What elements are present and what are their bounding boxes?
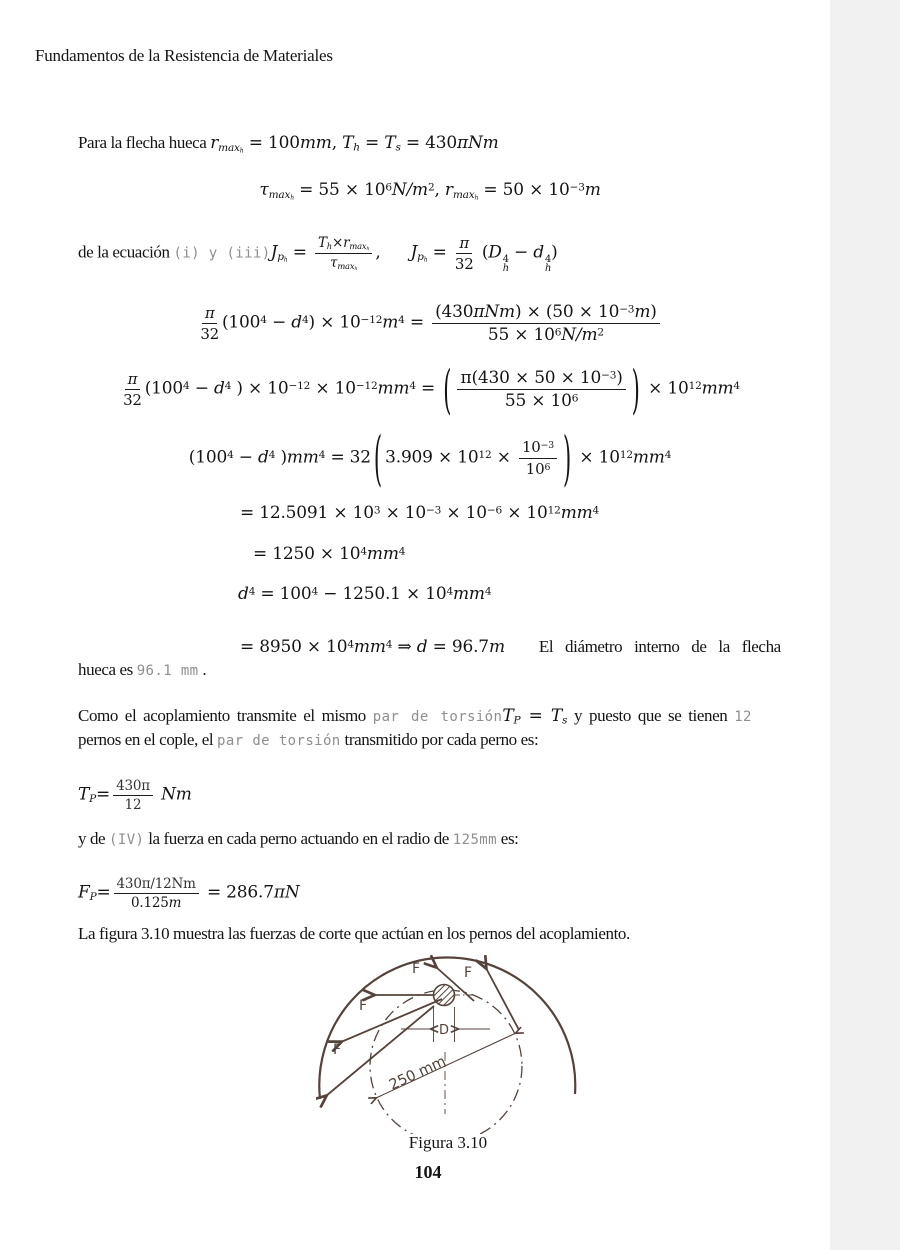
text-run: la fuerza en cada perno actuando en el radio de xyxy=(144,829,453,848)
subscript xyxy=(277,251,287,263)
ocr-text: par de torsión xyxy=(217,733,341,749)
big-paren-open: ( xyxy=(443,359,452,420)
subscript xyxy=(453,189,478,201)
stack-superscript: 4 xyxy=(502,253,509,265)
equation-line-8 xyxy=(253,544,405,564)
equation-line-7 xyxy=(240,503,599,523)
math-var: d xyxy=(291,312,302,333)
math-var: d xyxy=(238,584,249,604)
fraction-numerator: π xyxy=(125,370,141,390)
math-run: π(430 × 50 × 10 xyxy=(460,368,602,388)
math-var: mm xyxy=(452,584,485,604)
superscript: 4 xyxy=(592,504,600,517)
math-var: r xyxy=(444,180,453,200)
diameter-dimension-label: 250 mm xyxy=(386,1053,449,1094)
bolt-hatched xyxy=(434,985,455,1006)
subscript xyxy=(349,241,369,251)
stack-subscript: h xyxy=(502,263,509,275)
math-run: = xyxy=(359,133,385,153)
math-run: × 10 xyxy=(441,503,487,523)
paragraph-line xyxy=(78,829,519,849)
subscript: P xyxy=(89,890,97,903)
math-run: = xyxy=(404,312,430,333)
superscript: 4 xyxy=(484,585,492,598)
math-run: ( xyxy=(476,242,489,263)
math-run: , xyxy=(331,133,343,153)
math-var: d xyxy=(533,242,544,263)
fraction-numerator xyxy=(519,438,557,459)
fraction-numerator xyxy=(457,368,625,390)
bolt-diameter-label: D xyxy=(438,1023,450,1038)
fraction xyxy=(123,370,142,409)
math-run: , xyxy=(375,242,381,263)
math-run: 3.909 × 10 xyxy=(385,447,479,468)
text-run: Como el acoplamiento transmite el mismo xyxy=(78,706,373,725)
math-run: 55 × 10 xyxy=(504,391,572,411)
superscript: 4 xyxy=(260,313,267,326)
subscript-text: p xyxy=(417,250,424,263)
fraction xyxy=(432,302,660,345)
equation-line-2 xyxy=(70,180,790,201)
ocr-text: (IV) xyxy=(109,832,145,848)
superscript: 4 xyxy=(398,313,405,326)
math-run: = xyxy=(427,242,452,263)
subscript xyxy=(417,251,427,263)
math-var: Nm xyxy=(155,784,192,805)
paragraph-line xyxy=(78,660,206,680)
paragraph-line xyxy=(78,706,752,727)
superscript: 6 xyxy=(571,392,579,405)
nested-subscript: h xyxy=(283,256,288,264)
math-var: τ xyxy=(330,255,338,271)
paragraph-line xyxy=(78,924,630,944)
figure-caption: Figura 3.10 xyxy=(408,1133,488,1152)
math-run: ) xyxy=(650,302,657,322)
math-run: = xyxy=(96,882,111,903)
superscript: 3 xyxy=(373,504,381,517)
math-run: ) xyxy=(616,368,623,388)
math-run: = xyxy=(415,378,441,399)
superscript: −3 xyxy=(569,181,585,194)
math-run: × 10 xyxy=(642,378,689,399)
subscript-text: max xyxy=(337,261,355,271)
math-run: = xyxy=(96,784,111,805)
ocr-text: par de torsión xyxy=(372,709,503,725)
text-run: transmitido por cada perno es: xyxy=(340,730,539,749)
equation-line-3 xyxy=(78,234,558,274)
fraction xyxy=(200,304,219,343)
equation-line-9 xyxy=(238,584,491,604)
subscript-text: max xyxy=(218,141,240,154)
math-run: ) × 10 xyxy=(308,312,361,333)
subscript-text: max xyxy=(349,240,367,251)
math-run: = 430 xyxy=(400,133,457,153)
fraction xyxy=(457,368,625,411)
math-var: T xyxy=(317,234,327,251)
fraction-denominator: 32 xyxy=(454,255,474,273)
superscript: 4 xyxy=(409,379,416,392)
math-run: (100 xyxy=(188,447,228,468)
math-var: T xyxy=(342,133,354,153)
force-arrow-downleft-long xyxy=(326,1006,434,1096)
fraction xyxy=(114,876,199,911)
fraction-denominator: 12 xyxy=(124,797,142,813)
math-run: 55 × 10 xyxy=(487,325,555,345)
math-var: m xyxy=(634,302,651,322)
fraction-denominator xyxy=(526,459,550,479)
subscript: h xyxy=(326,240,332,251)
superscript: 4 xyxy=(733,379,740,392)
math-var: mm xyxy=(286,447,319,468)
equation-line-4 xyxy=(70,302,790,345)
math-var: D xyxy=(488,242,502,263)
math-run: = 100 xyxy=(255,584,312,604)
subscript: P xyxy=(89,792,97,805)
superscript: 4 xyxy=(664,448,672,461)
math-var: N/m xyxy=(561,325,598,345)
math-run: = 50 × 10 xyxy=(478,180,570,200)
math-var: m xyxy=(382,312,399,333)
text-run: y puesto que se tienen xyxy=(567,706,735,725)
fraction xyxy=(315,235,372,272)
superscript: 6 xyxy=(554,326,562,339)
fraction-numerator: π xyxy=(202,304,218,324)
superscript: 4 xyxy=(248,585,256,598)
fraction xyxy=(519,438,557,479)
superscript: 4 xyxy=(385,638,393,651)
math-var: πNm xyxy=(456,133,499,153)
fraction xyxy=(455,234,474,273)
math-var: T xyxy=(78,784,90,805)
superscript: 4 xyxy=(301,313,309,326)
math-run: = 1250 × 10 xyxy=(253,544,361,564)
math-run: ) × 10 xyxy=(231,378,289,399)
math-run: − xyxy=(189,378,214,399)
nested-subscript: h xyxy=(354,266,358,273)
equation-line-12 xyxy=(78,778,192,813)
superscript: 2 xyxy=(597,326,604,339)
fraction-denominator xyxy=(131,894,181,911)
big-paren-open: ( xyxy=(373,424,383,493)
figure-3-10 xyxy=(316,954,580,1134)
superscript: −3 xyxy=(540,440,554,452)
fraction-numerator xyxy=(315,235,372,254)
superscript: 6 xyxy=(385,181,392,194)
text-run: Para la flecha hueca xyxy=(78,133,211,152)
math-run: 0.125 xyxy=(131,895,169,911)
math-run: × xyxy=(491,447,516,468)
math-var: d xyxy=(258,447,269,468)
superscript: 4 xyxy=(446,585,453,598)
fraction-denominator xyxy=(488,324,604,345)
math-var: T xyxy=(502,706,514,726)
math-var: τ xyxy=(259,180,269,200)
superscript: −3 xyxy=(619,303,635,316)
math-run: (100 xyxy=(144,378,184,399)
ocr-text: (i) y (iii) xyxy=(173,245,271,262)
text-run: El diámetro interno de la flecha xyxy=(538,637,781,656)
math-var: N/m xyxy=(391,180,428,200)
superscript: 12 xyxy=(478,448,492,461)
text-run: pernos en el cople, el xyxy=(78,730,218,749)
math-var: T xyxy=(550,706,562,726)
math-run: − 1250.1 × 10 xyxy=(318,584,447,604)
subscript xyxy=(337,261,357,271)
paragraph-line-1 xyxy=(78,133,499,154)
math-run: ⇒ xyxy=(392,637,417,657)
text-run: hueca es xyxy=(78,660,137,679)
math-run: ) × (50 × 10 xyxy=(514,302,620,322)
bolt-circle-centerline xyxy=(370,990,522,1134)
superscript: 12 xyxy=(547,504,561,517)
text-run: de la ecuación xyxy=(78,242,174,262)
math-var: r xyxy=(210,133,219,153)
stack-superscript: 4 xyxy=(544,253,552,265)
superscript: −12 xyxy=(360,313,383,326)
fraction-numerator: 430π xyxy=(113,778,153,796)
subscript-text: max xyxy=(452,188,475,201)
fraction-denominator: 32 xyxy=(123,391,142,409)
math-run: − xyxy=(233,447,259,468)
superscript: 4 xyxy=(183,379,190,392)
big-paren-close: ) xyxy=(631,359,640,420)
viewer-margin-band xyxy=(830,0,900,1250)
math-var: r xyxy=(343,234,350,251)
nested-subscript: h xyxy=(239,146,244,154)
fraction-denominator xyxy=(330,254,357,272)
coupling-diagram xyxy=(316,954,580,1134)
math-var: T xyxy=(384,133,396,153)
nested-subscript: h xyxy=(474,193,479,201)
math-var: d xyxy=(416,637,428,657)
math-run: = xyxy=(287,242,312,263)
superscript: −3 xyxy=(601,369,617,382)
math-run: × 10 xyxy=(380,503,427,523)
fraction-denominator: 32 xyxy=(200,325,219,343)
equation-line-5 xyxy=(70,359,790,420)
text-run: es: xyxy=(496,829,519,848)
math-run: 10 xyxy=(521,438,541,456)
ocr-text: 12 xyxy=(734,709,752,725)
fraction-denominator xyxy=(505,390,578,411)
fraction-numerator: π xyxy=(456,234,472,254)
superscript: 4 xyxy=(347,638,354,651)
superscript: 4 xyxy=(398,545,406,558)
superscript: −6 xyxy=(486,504,502,517)
math-run: 10 xyxy=(525,460,545,478)
force-label-f1: F xyxy=(411,961,421,977)
force-label-f4: F xyxy=(332,1042,342,1058)
math-var: mm xyxy=(560,503,593,523)
equation-line-6 xyxy=(70,424,790,493)
superscript: 2 xyxy=(427,181,435,194)
equation-line-10 xyxy=(240,637,781,657)
math-run: , xyxy=(434,180,445,200)
superscript: −3 xyxy=(426,504,442,517)
subscript: s xyxy=(395,141,401,154)
nested-subscript: h xyxy=(423,256,428,264)
math-var: mm xyxy=(701,378,734,399)
text-run: La figura 3.10 muestra las fuerzas de corte que actúan en los pernos del acoplamiento. xyxy=(78,924,630,943)
math-var: d xyxy=(214,378,225,399)
math-run: = 96.7 xyxy=(427,637,489,657)
math-run: (430 xyxy=(435,302,474,322)
math-var: mm xyxy=(299,133,332,153)
stack-subscript: h xyxy=(544,263,552,275)
superscript: 12 xyxy=(619,448,633,461)
superscript: 4 xyxy=(268,448,276,461)
text-run: . xyxy=(198,660,207,679)
force-label-f3: F xyxy=(358,998,368,1014)
math-run: = 286.7 xyxy=(201,882,274,903)
math-run: (100 xyxy=(222,312,261,333)
math-run: = 32 xyxy=(325,447,371,468)
math-run: − xyxy=(508,242,534,263)
ocr-text: 125mm xyxy=(452,832,497,848)
superscript: 12 xyxy=(688,379,702,392)
subscript: h xyxy=(353,141,360,154)
math-run: − xyxy=(266,312,292,333)
superscript: 4 xyxy=(318,448,326,461)
math-var: J xyxy=(410,242,418,263)
superscript: −12 xyxy=(355,379,378,392)
force-label-f2: F xyxy=(463,965,473,981)
superscript: 4 xyxy=(311,585,319,598)
math-var: m xyxy=(488,637,505,657)
math-var: J xyxy=(270,242,278,263)
fraction-numerator: 430π/12Nm xyxy=(114,876,199,894)
superscript: 4 xyxy=(360,545,367,558)
fraction xyxy=(113,778,153,813)
math-var: F xyxy=(78,882,90,903)
math-var: mm xyxy=(632,447,665,468)
math-var: mm xyxy=(366,544,399,564)
math-run: × 10 xyxy=(310,378,356,399)
text-run: y de xyxy=(78,829,110,848)
subscript-text: p xyxy=(277,250,284,263)
force-arrow-downleft xyxy=(341,999,442,1042)
subscript: s xyxy=(561,714,568,727)
math-run: × xyxy=(331,234,344,251)
math-run: × 10 xyxy=(501,503,548,523)
superscript: 6 xyxy=(544,462,551,474)
equation-line-14 xyxy=(78,876,300,911)
subscript-text: max xyxy=(268,188,291,201)
math-run: = 12.5091 × 10 xyxy=(240,503,374,523)
page-number: 104 xyxy=(414,1162,442,1182)
math-run: = 55 × 10 xyxy=(293,180,386,200)
nested-subscript: h xyxy=(366,246,370,252)
math-run: = 8950 × 10 xyxy=(240,637,348,657)
math-run: = xyxy=(520,706,551,726)
subscript xyxy=(218,142,243,154)
math-var: m xyxy=(584,180,601,200)
math-var: πN xyxy=(273,882,300,903)
ocr-text: 96.1 mm xyxy=(136,663,199,679)
running-header: Fundamentos de la Resistencia de Materiales xyxy=(35,46,333,65)
superscript: −12 xyxy=(288,379,311,392)
math-var: πNm xyxy=(473,302,515,322)
superscript: 4 xyxy=(227,448,234,461)
math-run: ) xyxy=(275,447,287,468)
math-var: mm xyxy=(377,378,410,399)
superscript: 4 xyxy=(224,379,232,392)
math-run: = 100 xyxy=(243,133,300,153)
subscript: P xyxy=(513,714,521,727)
nested-subscript: h xyxy=(290,193,294,201)
big-paren-close: ) xyxy=(562,424,572,493)
math-var: m xyxy=(168,895,182,911)
math-var: mm xyxy=(353,637,386,657)
subscript xyxy=(269,189,294,201)
fraction-numerator xyxy=(432,302,660,324)
paragraph-line xyxy=(78,730,538,750)
math-run: ) xyxy=(551,242,558,263)
math-run: × 10 xyxy=(574,447,620,468)
